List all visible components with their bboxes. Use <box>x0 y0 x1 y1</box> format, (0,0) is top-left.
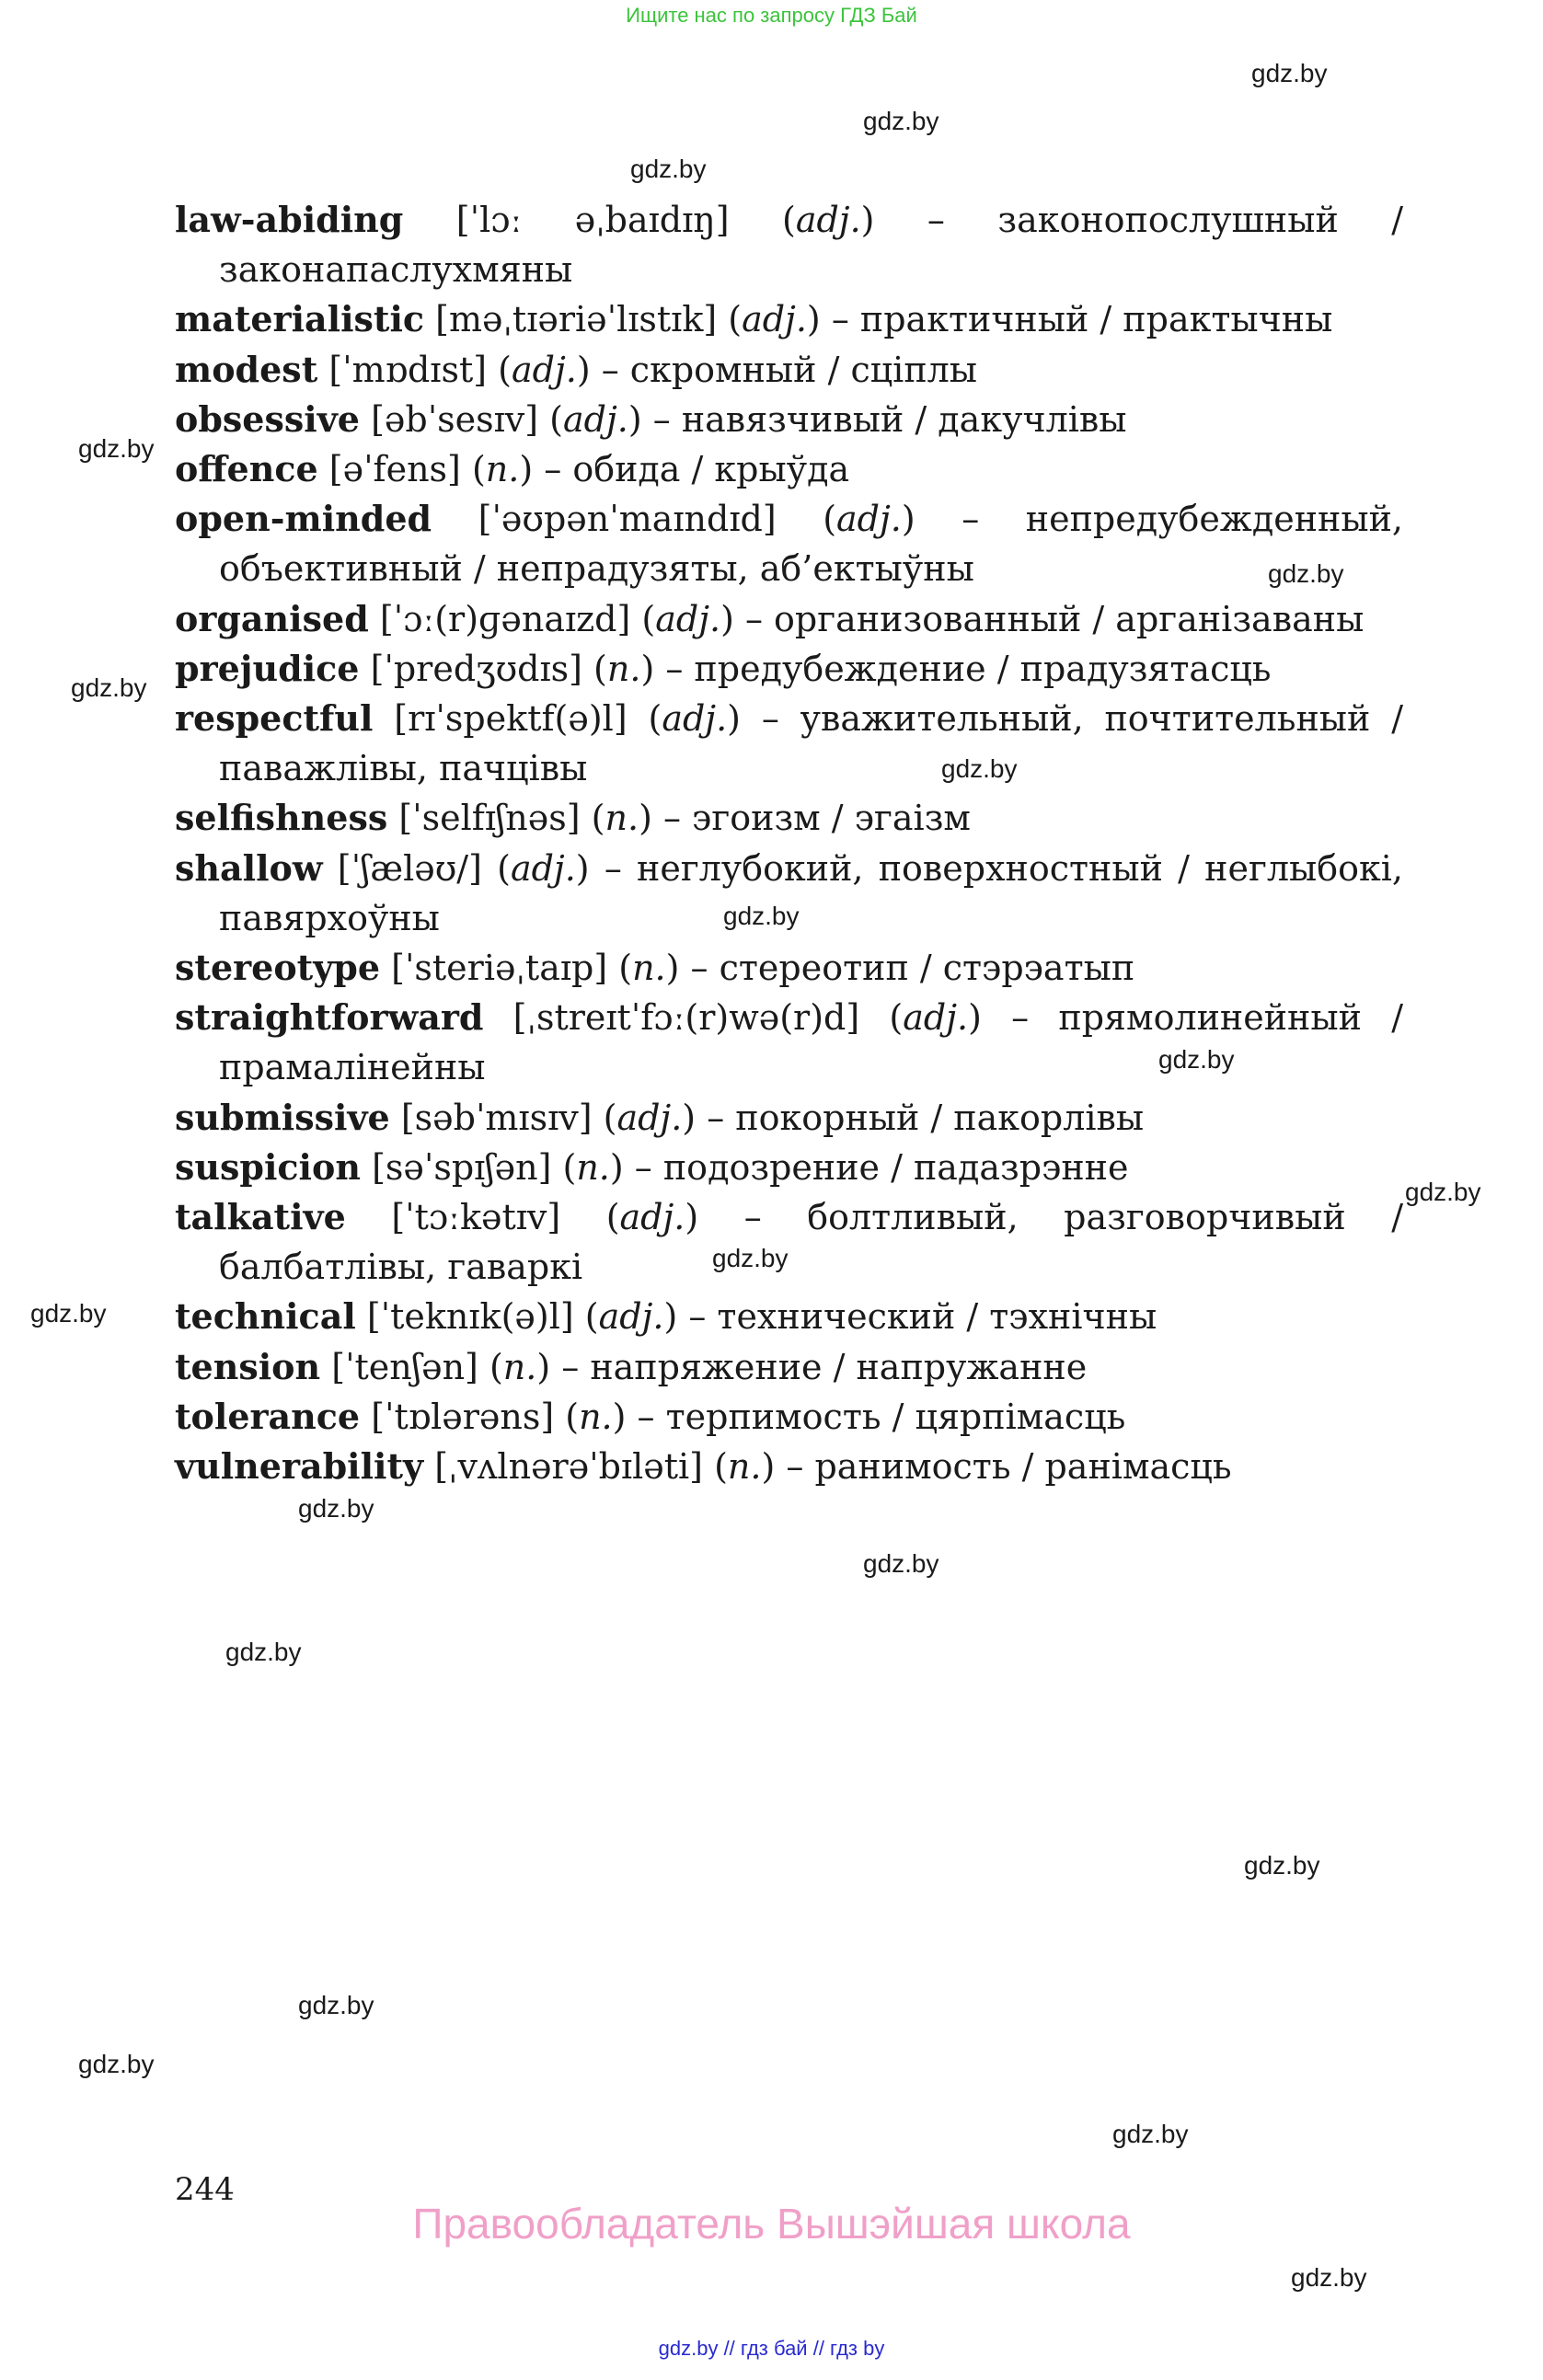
entry-translation: терпимость / цярпімасць <box>665 1396 1126 1437</box>
watermark: gdz.by <box>298 1494 374 1523</box>
entry-word: talkative <box>175 1196 346 1238</box>
entry-word: organised <box>175 597 369 639</box>
watermark: gdz.by <box>723 902 800 930</box>
watermark: gdz.by <box>1268 559 1344 588</box>
entry-word: materialistic <box>175 298 425 340</box>
entry-transcription: [ˌvʌlnərəˈbɪləti] <box>434 1446 703 1488</box>
entry-transcription: [ˈtɒlərəns] <box>371 1396 555 1437</box>
entry-translation: напряжение / напружанне <box>590 1346 1088 1387</box>
entry-translation: уважительный, почтительный / паважлівы, пачцівы <box>219 698 1404 789</box>
entry-pos: n. <box>502 1346 537 1387</box>
entry-transcription: [məˌtɪəriəˈlɪstɪk] <box>435 299 718 340</box>
watermark: gdz.by <box>863 1549 939 1578</box>
entry-translation: эгоизм / эгаізм <box>692 798 971 839</box>
entry-pos: n. <box>606 648 641 689</box>
watermark: gdz.by <box>71 673 147 702</box>
entry-pos: n. <box>727 1446 762 1488</box>
entry-word: offence <box>175 448 318 490</box>
entry-transcription: [ˈteknɪk(ə)l] <box>366 1296 574 1338</box>
entry-word: tension <box>175 1345 321 1387</box>
watermark: gdz.by <box>78 434 155 463</box>
watermark: gdz.by <box>298 1991 374 2019</box>
watermark: gdz.by <box>78 2050 155 2078</box>
glossary-entry: stereotype [ˈsteriəˌtaɪp] (n.) – стереотип / стэрэатып <box>175 947 1135 989</box>
entry-pos: adj. <box>742 299 807 340</box>
entry-word: stereotype <box>175 947 381 989</box>
entry-word: shallow <box>175 846 323 889</box>
entry-transcription: [ˌstreɪtˈfɔː(r)wə(r)d] <box>512 997 860 1039</box>
entry-word: tolerance <box>175 1395 361 1437</box>
glossary-entry: shallow [ˈʃæləʊ/] (adj.) – неглубокий, поверхностный / неглыбокі, павярхоўны <box>175 846 1403 938</box>
glossary-entry: tolerance [ˈtɒlərəns] (n.) – терпимость / цярпімасць <box>175 1395 1126 1437</box>
entry-pos: adj. <box>662 698 728 740</box>
entry-pos: adj. <box>836 499 902 540</box>
entry-transcription: [səˈspɪʃən] <box>372 1146 552 1188</box>
entry-translation: технический / тэхнічны <box>717 1296 1157 1338</box>
entry-word: vulnerability <box>175 1445 424 1488</box>
entry-translation: практичный / практычны <box>859 299 1333 340</box>
entry-word: respectful <box>175 697 374 740</box>
entry-translation: непредубежденный, объективный / непрадузяты, аб’ектыўны <box>219 499 1404 590</box>
entry-translation: навязчивый / дакучлівы <box>681 398 1127 440</box>
glossary-entry: respectful [rɪˈspektf(ə)l] (adj.) – уважительный, почтительный / паважлівы, пачцівы <box>175 697 1404 789</box>
entry-pos: adj. <box>619 1197 685 1238</box>
entry-translation: неглубокий, поверхностный / неглыбокі, павярхоўны <box>219 847 1403 938</box>
entry-transcription: [ˈpredʒʊdɪs] <box>370 648 582 689</box>
entry-word: technical <box>175 1295 356 1338</box>
watermark: gdz.by <box>712 1244 789 1272</box>
entry-translation: стереотип / стэрэатып <box>719 948 1135 989</box>
entry-translation: прямолинейный / прамалінейны <box>219 997 1403 1088</box>
entry-word: modest <box>175 348 318 390</box>
entry-pos: n. <box>485 449 520 490</box>
entry-transcription: [səbˈmɪsɪv] <box>400 1097 593 1138</box>
entry-translation: организованный / арганізаваны <box>774 598 1365 639</box>
glossary-entry: organised [ˈɔː(r)ɡənaɪzd] (adj.) – организованный / арганізаваны <box>175 597 1365 639</box>
entry-pos: adj. <box>511 349 577 390</box>
footer-links[interactable]: gdz.by // гдз бай // гдз by <box>658 2337 885 2360</box>
entry-translation: законопослушный / законапаслухмяны <box>219 200 1403 291</box>
watermark: gdz.by <box>1405 1178 1481 1206</box>
entry-word: law-abiding <box>175 199 404 240</box>
entry-pos: n. <box>605 798 639 839</box>
entry-transcription: [əbˈsesɪv] <box>371 398 539 440</box>
entry-transcription: [ˈlɔː əˌbaɪdɪŋ] <box>455 200 730 240</box>
watermark: gdz.by <box>1158 1045 1235 1074</box>
entry-pos: adj. <box>510 847 576 889</box>
glossary-entry: offence [əˈfens] (n.) – обида / крыўда <box>175 448 850 490</box>
entry-translation: обида / крыўда <box>572 449 850 490</box>
entry-translation: покорный / пакорлівы <box>735 1097 1145 1138</box>
entry-transcription: [rɪˈspektf(ə)l] <box>394 698 628 740</box>
glossary-entry: modest [ˈmɒdɪst] (adj.) – скромный / сціплы <box>175 348 978 390</box>
entry-word: open-minded <box>175 498 432 540</box>
entry-transcription: [əˈfens] <box>328 449 461 490</box>
watermark: gdz.by <box>225 1638 302 1666</box>
watermark: gdz.by <box>1291 2263 1367 2292</box>
glossary-entry: submissive [səbˈmɪsɪv] (adj.) – покорный / пакорлівы <box>175 1096 1145 1138</box>
watermark: gdz.by <box>1251 59 1328 87</box>
glossary-entry: straightforward [ˌstreɪtˈfɔː(r)wə(r)d] (adj.) – прямолинейный / прамалінейны <box>175 996 1403 1088</box>
entry-word: straightforward <box>175 996 484 1039</box>
entry-pos: adj. <box>655 598 721 639</box>
entry-transcription: [ˈəʊpənˈmaɪndɪd] <box>478 499 777 540</box>
entry-translation: подозрение / падазрэнне <box>662 1146 1129 1188</box>
glossary-entry: obsessive [əbˈsesɪv] (adj.) – навязчивый / дакучлівы <box>175 397 1127 440</box>
entry-pos: n. <box>576 1146 610 1188</box>
entry-translation: скромный / сціплы <box>629 349 978 390</box>
entry-pos: n. <box>579 1396 613 1437</box>
top-banner[interactable]: Ищите нас по запросу ГДЗ Бай <box>626 4 917 27</box>
glossary-entry: open-minded [ˈəʊpənˈmaɪndɪd] (adj.) – непредубежденный, объективный / непрадузяты, аб’ектыўны <box>175 498 1404 590</box>
entry-transcription: [ˈselfɪʃnəs] <box>398 798 581 839</box>
glossary-entry: prejudice [ˈpredʒʊdɪs] (n.) – предубеждение / прадузятасць <box>175 647 1272 689</box>
entry-word: prejudice <box>175 647 360 689</box>
glossary-entry: vulnerability [ˌvʌlnərəˈbɪləti] (n.) – ранимость / ранімасць <box>175 1445 1232 1488</box>
glossary-entry: talkative [ˈtɔːkətɪv] (adj.) – болтливый, разговорчивый / балбатлівы, гаваркі <box>175 1196 1403 1288</box>
entry-word: submissive <box>175 1096 390 1138</box>
entry-pos: adj. <box>598 1296 664 1338</box>
glossary-entry: law-abiding [ˈlɔː əˌbaɪdɪŋ] (adj.) – законопослушный / законапаслухмяны <box>175 199 1403 291</box>
entry-pos: adj. <box>616 1097 683 1138</box>
glossary <box>175 195 1403 1491</box>
entry-transcription: [ˈɔː(r)ɡənaɪzd] <box>379 598 631 639</box>
glossary-entry: selfishness [ˈselfɪʃnəs] (n.) – эгоизм / эгаізм <box>175 797 971 839</box>
watermark: gdz.by <box>30 1299 107 1328</box>
entry-transcription: [ˈtenʃən] <box>331 1346 478 1387</box>
glossary-entry: materialistic [məˌtɪəriəˈlɪstɪk] (adj.) – практичный / практычны <box>175 298 1333 340</box>
entry-word: selfishness <box>175 797 388 839</box>
entry-translation: предубеждение / прадузятасць <box>694 648 1272 689</box>
entry-translation: ранимость / ранімасць <box>814 1446 1232 1488</box>
copyright-notice: Правообладатель Вышэйшая школа <box>412 2200 1131 2248</box>
entry-pos: adj. <box>903 997 969 1039</box>
watermark: gdz.by <box>1112 2120 1189 2148</box>
entry-word: obsessive <box>175 397 360 440</box>
glossary-entry: tension [ˈtenʃən] (n.) – напряжение / напружанне <box>175 1345 1088 1387</box>
entry-transcription: [ˈʃæləʊ/] <box>337 847 482 889</box>
watermark: gdz.by <box>1244 1851 1320 1880</box>
entry-translation: болтливый, разговорчивый / балбатлівы, гаваркі <box>219 1197 1403 1288</box>
entry-transcription: [ˈsteriəˌtaɪp] <box>391 948 608 989</box>
page-number: 244 <box>175 2171 235 2208</box>
entry-transcription: [ˈmɒdɪst] <box>328 349 488 390</box>
glossary-entry: suspicion [səˈspɪʃən] (n.) – подозрение / падазрэнне <box>175 1145 1129 1188</box>
entry-pos: adj. <box>563 398 628 440</box>
watermark: gdz.by <box>630 155 707 183</box>
entry-pos: adj. <box>795 200 861 240</box>
entry-word: suspicion <box>175 1145 361 1188</box>
watermark: gdz.by <box>941 754 1018 783</box>
watermark: gdz.by <box>863 107 939 135</box>
entry-transcription: [ˈtɔːkətɪv] <box>391 1197 561 1238</box>
glossary-entry: technical [ˈteknɪk(ə)l] (adj.) – технический / тэхнічны <box>175 1295 1157 1338</box>
entry-pos: n. <box>632 948 666 989</box>
